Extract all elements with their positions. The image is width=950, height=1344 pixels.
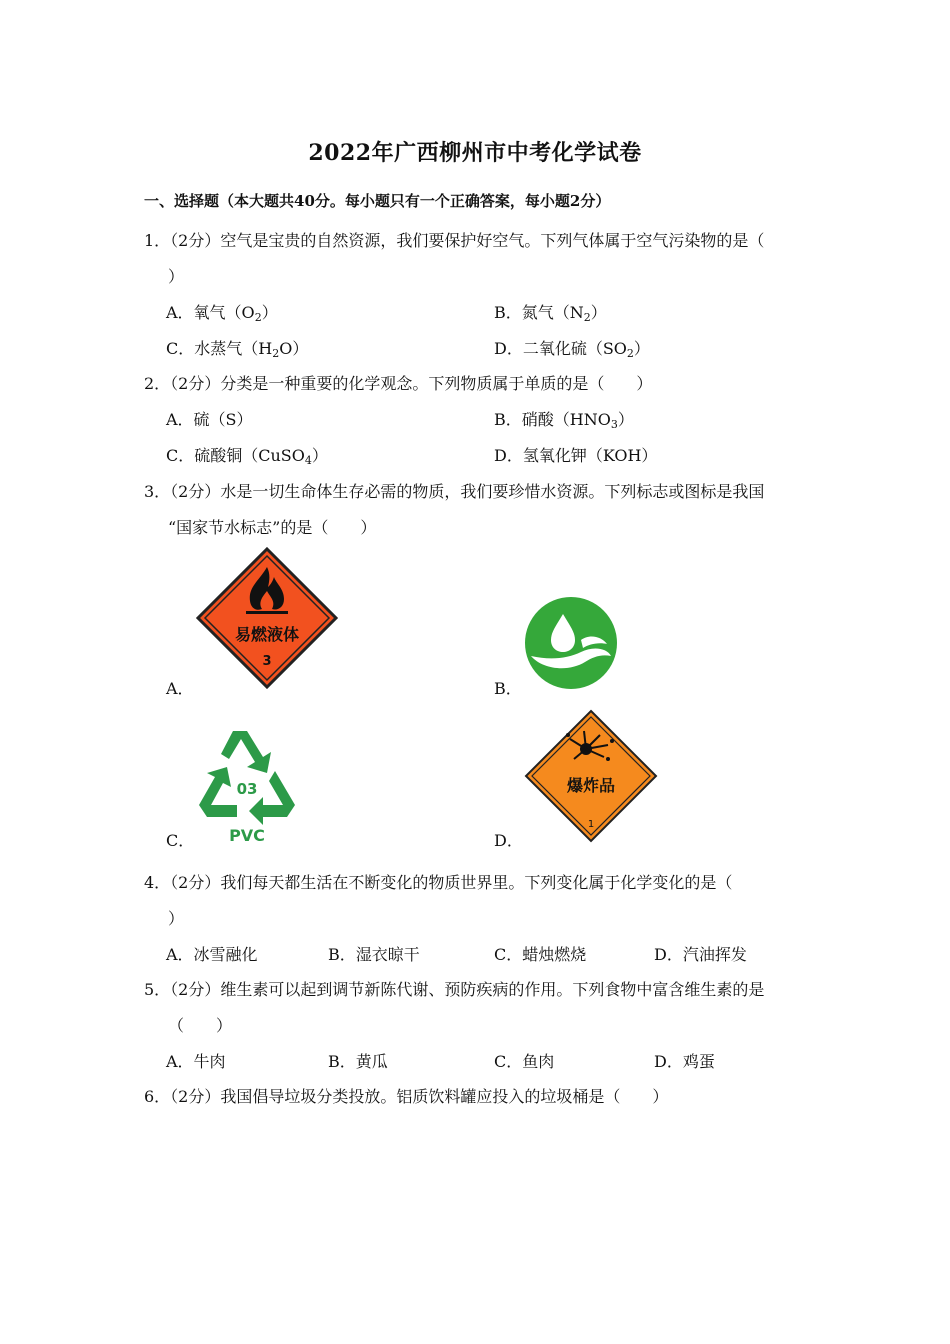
question-5-option-c[interactable]: C．鱼肉 bbox=[494, 1052, 555, 1071]
question-3-stem: 3．（2分）水是一切生命体生存必需的物质，我们要珍惜水资源。下列标志或图标是我国 bbox=[144, 482, 765, 501]
subscript: 2 bbox=[583, 311, 591, 324]
subscript: 2 bbox=[254, 311, 262, 324]
question-5-option-b[interactable]: B．黄瓜 bbox=[328, 1052, 388, 1071]
question-5-stem: 5．（2分）维生素可以起到调节新陈代谢、预防疾病的作用。下列食物中富含维生素的是 bbox=[144, 980, 765, 999]
question-1-option-a[interactable] bbox=[166, 300, 278, 323]
question-2-option-c[interactable] bbox=[166, 443, 328, 466]
subscript: 2 bbox=[272, 347, 280, 360]
flammable-liquid-sign-icon[interactable] bbox=[196, 547, 338, 689]
question-1-stem-end: ） bbox=[168, 267, 185, 286]
question-2-option-a[interactable]: A．硫（S） bbox=[166, 410, 253, 429]
recycle-code: 03 bbox=[236, 780, 258, 798]
option-text: B．氮气（N bbox=[494, 303, 584, 322]
question-6-stem: 6．（2分）我国倡导垃圾分类投放。铝质饮料罐应投入的垃圾桶是（ ） bbox=[144, 1087, 669, 1106]
option-text: C．水蒸气（H bbox=[166, 339, 273, 358]
page-title: 2022年广西柳州市中考化学试卷 bbox=[308, 140, 642, 166]
question-3-option-b-label[interactable]: B． bbox=[494, 679, 522, 698]
explosive-sign-number: 1 bbox=[587, 819, 595, 830]
option-text: A．氧气（O bbox=[166, 303, 255, 322]
question-3-stem-line2: “国家节水标志”的是（ ） bbox=[168, 518, 377, 537]
question-3-option-d-label[interactable]: D． bbox=[494, 831, 523, 850]
question-4-option-b[interactable]: B．湿衣晾干 bbox=[328, 945, 420, 964]
option-text: ） bbox=[590, 303, 607, 322]
question-1-option-c[interactable] bbox=[166, 336, 308, 359]
question-4-stem: 4．（2分）我们每天都生活在不断变化的物质世界里。下列变化属于化学变化的是（ bbox=[144, 873, 733, 892]
subscript: 2 bbox=[626, 347, 634, 360]
option-text: O） bbox=[279, 339, 309, 358]
option-text: ） bbox=[261, 303, 278, 322]
explosive-sign-icon[interactable] bbox=[524, 709, 658, 843]
option-text: B．硝酸（HNO bbox=[494, 410, 611, 429]
option-text: ） bbox=[617, 410, 634, 429]
flammable-sign-number: 3 bbox=[262, 654, 272, 669]
question-3-option-c-label[interactable]: C． bbox=[166, 831, 195, 850]
question-1-option-d[interactable] bbox=[494, 336, 650, 359]
option-text: ） bbox=[633, 339, 650, 358]
question-4-option-a[interactable]: A．冰雪融化 bbox=[166, 945, 258, 964]
subscript: 4 bbox=[304, 454, 312, 467]
flammable-sign-text: 易燃液体 bbox=[234, 625, 300, 644]
water-saving-logo-icon[interactable] bbox=[523, 596, 619, 690]
question-4-option-d[interactable]: D．汽油挥发 bbox=[654, 945, 747, 964]
option-text: D．二氧化硫（SO bbox=[494, 339, 627, 358]
recycle-label: PVC bbox=[229, 826, 265, 845]
option-text: ） bbox=[311, 446, 328, 465]
option-text: C．硫酸铜（CuSO bbox=[166, 446, 305, 465]
question-5-option-a[interactable]: A．牛肉 bbox=[166, 1052, 226, 1071]
question-3-option-a-label[interactable]: A． bbox=[166, 679, 194, 698]
question-2-option-d[interactable]: D．氢氧化钾（KOH） bbox=[494, 446, 658, 465]
question-4-stem-end: ） bbox=[168, 909, 185, 928]
question-4-option-c[interactable]: C．蜡烛燃烧 bbox=[494, 945, 587, 964]
section-heading: 一、选择题（本大题共40分。每小题只有一个正确答案，每小题2分） bbox=[144, 192, 611, 210]
question-2-option-b[interactable] bbox=[494, 407, 634, 430]
explosive-sign-text: 爆炸品 bbox=[566, 776, 616, 795]
question-1-stem: 1．（2分）空气是宝贵的自然资源，我们要保护好空气。下列气体属于空气污染物的是（ bbox=[144, 231, 765, 250]
question-1-option-b[interactable] bbox=[494, 300, 607, 323]
recycle-pvc-icon[interactable] bbox=[193, 725, 301, 849]
question-5-option-d[interactable]: D．鸡蛋 bbox=[654, 1052, 715, 1071]
question-5-stem-end: （ ） bbox=[168, 1016, 233, 1035]
subscript: 3 bbox=[610, 418, 618, 431]
question-2-stem: 2．（2分）分类是一种重要的化学观念。下列物质属于单质的是（ ） bbox=[144, 374, 653, 393]
